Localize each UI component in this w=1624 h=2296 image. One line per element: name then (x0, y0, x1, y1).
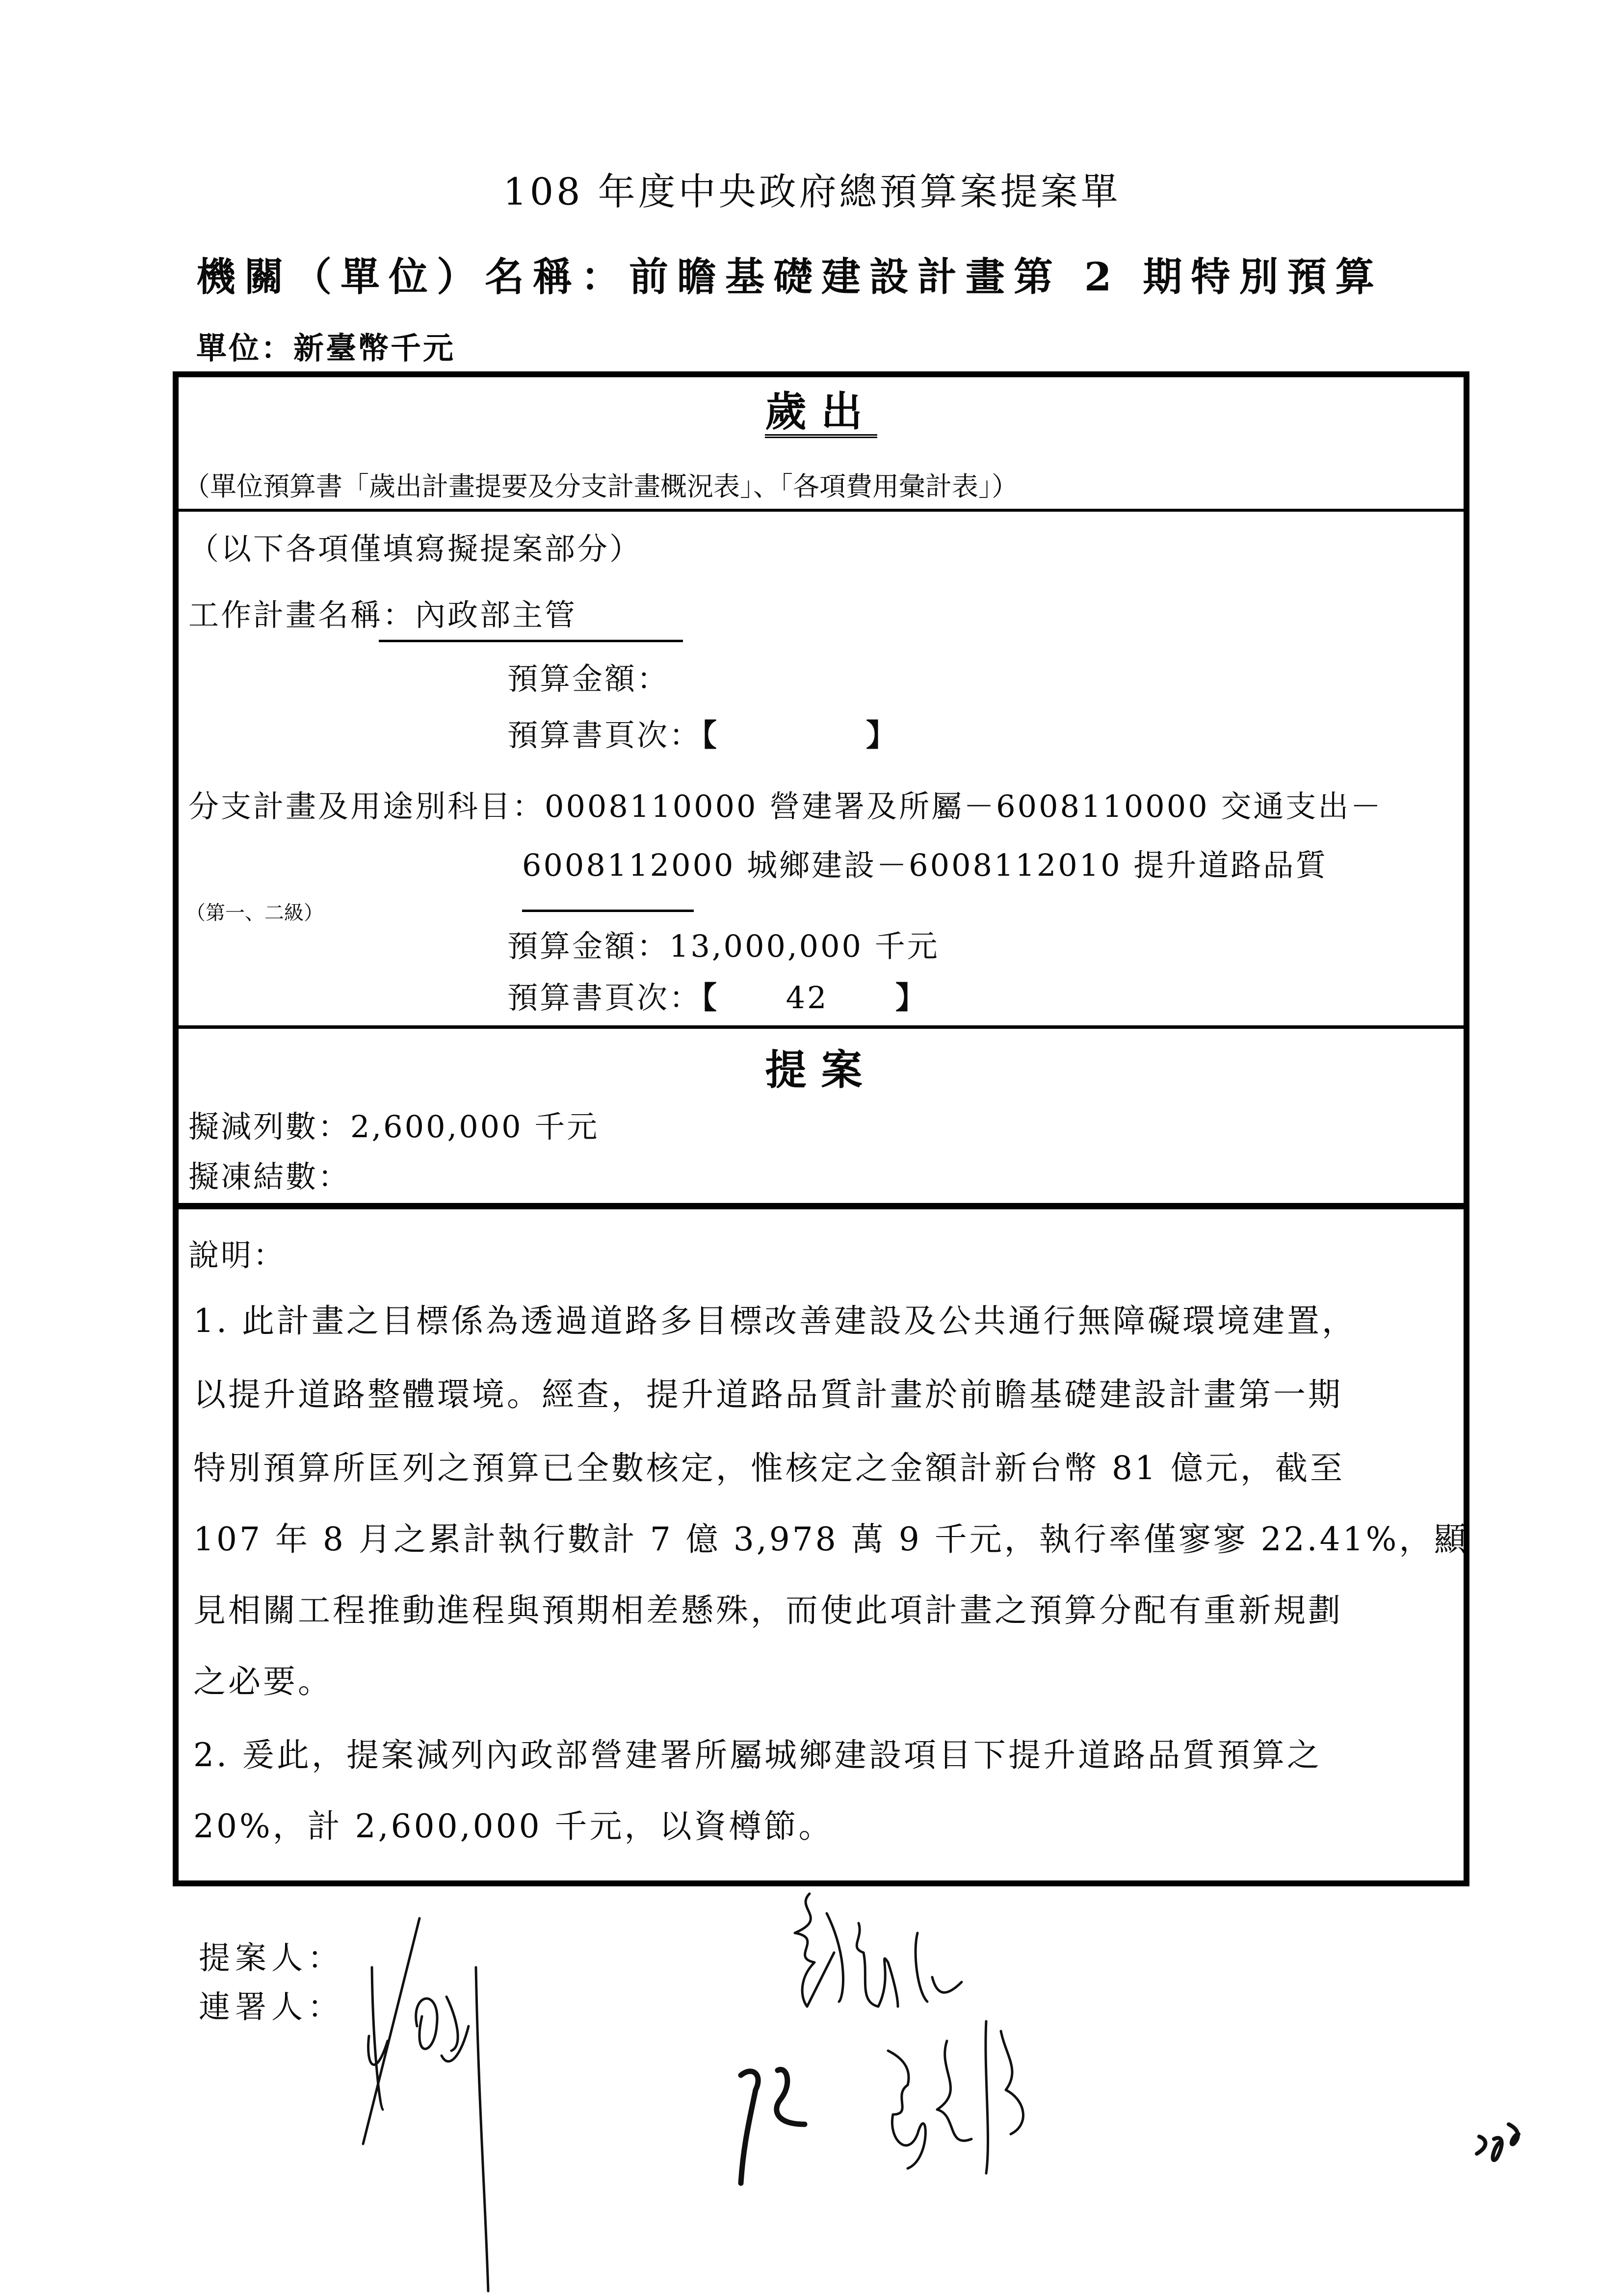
agency-line (196, 245, 1383, 302)
branch-underline (522, 910, 694, 912)
bracket-close: 】 (895, 980, 928, 1016)
explanation-label: 說明： (188, 1237, 286, 1273)
agency-name: 前瞻基礎建設計畫第 2 期特別預算 (629, 254, 1384, 300)
explanation-line: 見相關工程推動進程與預期相差懸殊，而使此項計畫之預算分配有重新規劃 (193, 1592, 1343, 1629)
bracket-open: 【 (702, 717, 719, 753)
cosigner-label: 連署人： (199, 1989, 344, 2026)
form-box (173, 371, 1469, 1886)
proposer-label: 提案人： (199, 1940, 344, 1977)
work-plan-value: 內政部主管 (415, 597, 577, 633)
signature-proposer (363, 1904, 540, 2296)
branch-budget-row (507, 922, 940, 965)
branch-page-label: 預算書頁次： (507, 980, 702, 1016)
work-plan-label: 工作計畫名稱： (188, 597, 416, 633)
fill-note: （以下各項僅填寫擬提案部分） (188, 531, 642, 567)
explanation-line: 2. 爰此，提案減列內政部營建署所屬城鄉建設項目下提升道路品質預算之 (193, 1736, 1322, 1774)
reduce-value: 2,600,000 千元 (350, 1109, 600, 1145)
branch-line-2: 6008112000 城鄉建設－6008112010 提升道路品質 (522, 847, 1328, 883)
branch-budget-label: 預算金額： (507, 928, 670, 964)
branch-budget-value: 13,000,000 千元 (669, 928, 940, 964)
branch-row-1 (188, 782, 1383, 826)
proposal-heading: 提案 (765, 1045, 877, 1094)
bracket-close: 】 (866, 717, 899, 753)
expenditure-heading-text: 歲出 (765, 391, 877, 438)
unit-line (196, 324, 455, 367)
source-note: （單位預算書「歲出計畫提要及分支計畫概況表」、「各項費用彙計表」） (183, 471, 1018, 502)
branch-level-note: （第一、二級） (186, 902, 323, 924)
reduce-row (188, 1102, 599, 1146)
form-title: 108 年度中央政府總預算案提案單 (503, 170, 1121, 213)
branch-line-1: 0008110000 營建署及所屬－6008110000 交通支出－ (545, 788, 1383, 824)
freeze-label: 擬凍結數： (188, 1159, 351, 1195)
signature-cosigner-2 (878, 2011, 1050, 2178)
branch-page-row (507, 973, 928, 1017)
bracket-open: 【 (702, 980, 719, 1016)
handwritten-number (733, 2061, 812, 2188)
work-plan-budget-label: 預算金額： (507, 661, 670, 697)
agency-label: 機關（單位）名稱： (196, 254, 629, 300)
explanation-line: 以提升道路整體環境。經查，提升道路品質計畫於前瞻基礎建設計畫第一期 (193, 1376, 1343, 1413)
explanation-line: 107 年 8 月之累計執行數計 7 億 3,978 萬 9 千元，執行率僅寥寥 22.41%，顯 (193, 1520, 1469, 1558)
unit-label: 單位： (196, 330, 294, 366)
work-plan-page-label: 預算書頁次： (507, 717, 702, 753)
work-plan-page-row (507, 711, 898, 755)
branch-page-value: 42 (786, 980, 829, 1016)
divider-thick (179, 1203, 1464, 1209)
reduce-label: 擬減列數： (188, 1109, 351, 1145)
explanation-line: 之必要。 (193, 1663, 333, 1700)
unit-value: 新臺幣千元 (293, 330, 456, 366)
explanation-line: 20%，計 2,600,000 千元，以資樽節。 (193, 1807, 834, 1845)
work-plan-row (188, 591, 577, 634)
freeze-row (188, 1152, 350, 1196)
page-number-handwritten (1474, 2124, 1528, 2178)
explanation-line: 特別預算所匡列之預算已全數核定，惟核定之金額計新台幣 81 億元，截至 (193, 1449, 1345, 1487)
branch-label: 分支計畫及用途別科目： (188, 788, 545, 824)
expenditure-heading (179, 387, 1464, 438)
work-plan-budget-row (507, 654, 669, 698)
divider (179, 1025, 1464, 1029)
divider (179, 509, 1464, 512)
work-plan-underline (379, 640, 683, 642)
explanation-line: 1. 此計畫之目標係為透過道路多目標改善建設及公共通行無障礙環境建置， (193, 1302, 1357, 1340)
